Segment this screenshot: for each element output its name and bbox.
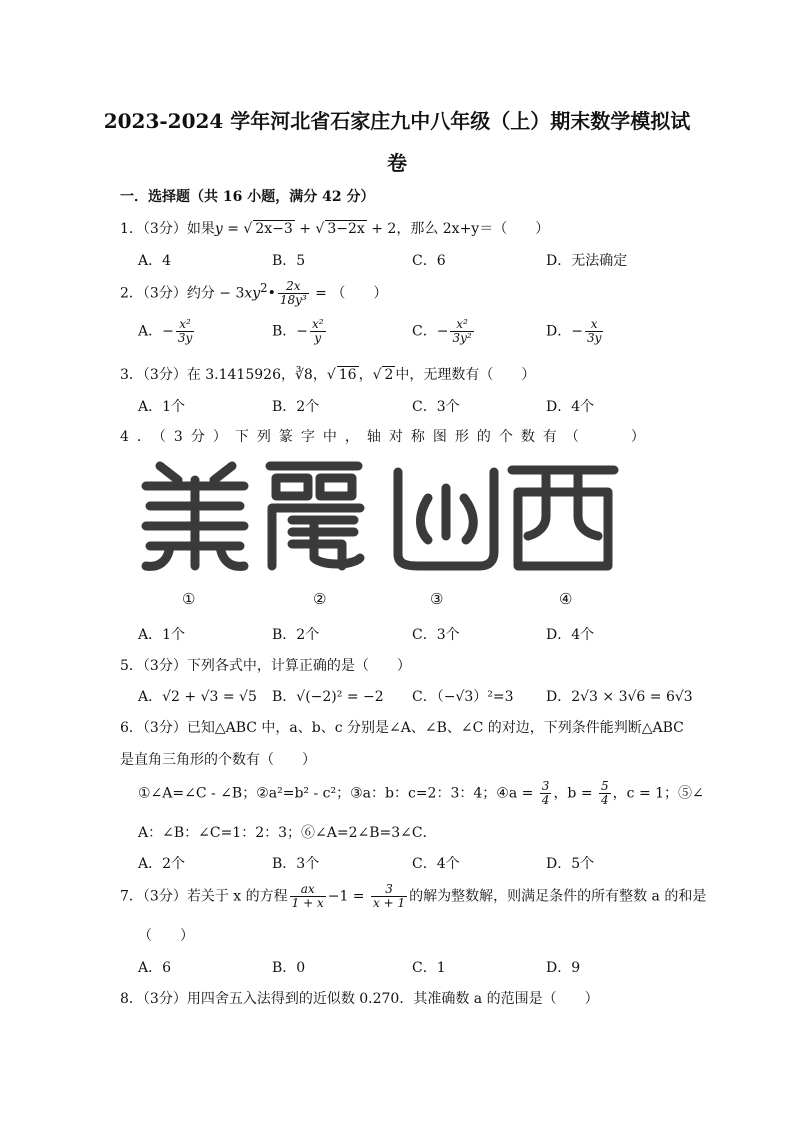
glyph-label-4: ④ [559,590,573,608]
section-heading: 一．选择题（共 16 小题，满分 42 分） [120,189,375,205]
q7-option-c: C．1 [412,960,446,976]
q3-option-d: D．4个 [546,399,595,415]
q6-option-b: B．3个 [272,856,320,872]
seal-glyph-2 [270,466,360,566]
glyph-label-2: ② [313,590,327,608]
seal-glyph-3 [398,472,494,566]
q7-option-d: D．9 [546,960,581,976]
q1-option-c: C．6 [412,253,446,269]
seal-glyphs-figure [140,458,620,573]
question-6-line1: 6．（3分）已知△ABC 中，a、b、c 分别是∠A、∠B、∠C 的对边，下列条件能判断△ABC [120,720,684,736]
q2-fraction: $\frac{2x}{\text{18y³}}$ [279,279,307,308]
q4-option-d: D．4个 [546,627,595,643]
q2-option-d: D．− $\frac{x}{3y}$ [546,317,602,346]
seal-glyph-1 [146,466,244,566]
question-6-line2: 是直角三角形的个数有（ ） [120,752,316,768]
question-2: 2．（3分）约分 − $3xy^2•$ $\frac{2x}{\text{18y³}}$ = （ ） [120,279,388,308]
question-6-line4: A：∠B：∠C=1：2：3；⑥∠A=2∠B=3∠C． [138,825,437,841]
glyph-label-1: ① [182,590,196,608]
q6-option-a: A．2个 [138,856,186,872]
q3-option-c: C．3个 [412,399,460,415]
question-5: 5．（3分）下列各式中，计算正确的是（ ） [120,658,411,674]
q4-option-b: B．2个 [272,627,320,643]
q4-option-c: C．3个 [412,627,460,643]
q3-option-b: B．2个 [272,399,320,415]
q2-option-c: C．− $\frac{\text{x²}}{\text{3y²}}$ [412,317,472,346]
q7-option-a: A．6 [138,960,172,976]
q7-option-b: B．0 [272,960,306,976]
q1-option-a: A．4 [138,253,172,269]
question-7-line2: （ ） [138,928,194,944]
document-title-line1: 2023-2024 学年河北省石家庄九中八年级（上）期末数学模拟试 [103,109,691,133]
glyph-label-3: ③ [430,590,444,608]
document-title-line2: 卷 [387,151,407,175]
q4-option-a: A．1个 [138,627,186,643]
q5-option-a: A．√2 + √3 = √5 [138,689,257,705]
seal-glyph-4 [512,470,614,566]
question-4: 4．（3分）下列篆字中，轴对称图形的个数有（ ） [120,429,653,445]
q6-option-d: D．5个 [546,856,595,872]
seal-script-characters [140,458,620,573]
q2-option-a: A．− $\frac{\text{x²}}{3y}$ [138,317,193,346]
question-6-conditions: ①∠A=∠C - ∠B；②a²=b² - c²；③a：b：c=2：3：4；④a = $\frac{3}{4}$ ，b = $\frac{5}{4}$ ，c = 1；⑤∠ [138,779,704,808]
q2-option-b: B．− $\frac{\text{x²}}{y}$ [272,317,324,346]
q6-option-c: C．4个 [412,856,460,872]
question-7: 7．（3分）若关于 x 的方程 $\frac{ax}{1 + x}$ −1 = $\frac{3}{x + 1}$ 的解为整数解，则满足条件的所有整数 a 的和是 [120,882,707,911]
q5-option-d: D．2√3 × 3√6 = 6√3 [546,689,693,705]
q1-option-b: B．5 [272,253,306,269]
q5-option-c: C．（−√3）²=3 [412,689,514,705]
question-8: 8．（3分）用四舍五入法得到的近似数 0.270．其准确数 a 的范围是（ ） [120,991,599,1007]
q1-option-d: D．无法确定 [546,253,628,269]
question-1: 1．（3分）如果y = √ 2x−3 + √ 3−2x + 2，那么 2x+y＝（ ） [120,221,550,237]
q3-option-a: A．1个 [138,399,186,415]
q5-option-b: B．√(−2)² = −2 [272,689,384,705]
question-3: 3．（3分）在 3.1415926，∛8，√ 16 ，√ 2 中，无理数有（ ） [120,367,536,383]
